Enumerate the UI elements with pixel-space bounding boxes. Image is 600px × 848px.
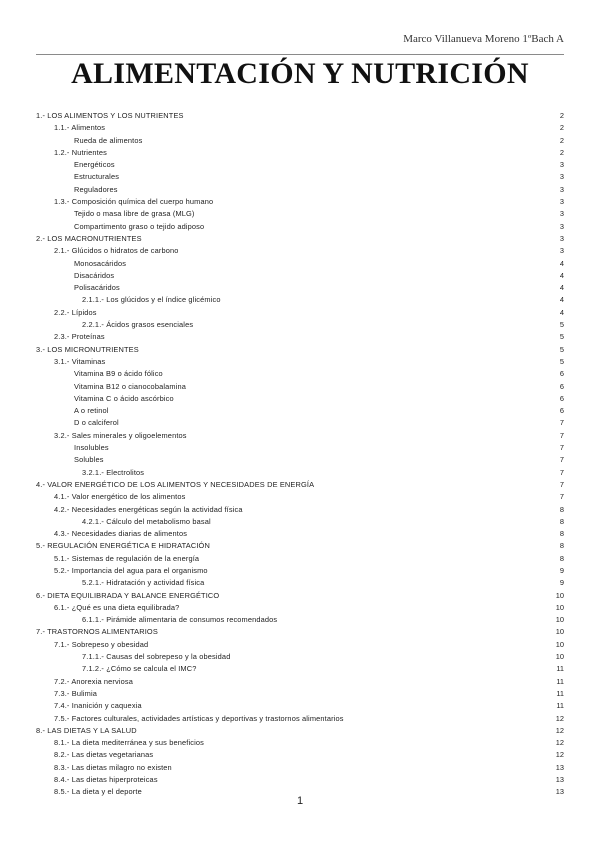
toc-entry-title[interactable]: 7.2.- Anorexia nerviosa — [54, 676, 134, 686]
toc-entry-page: 3 — [559, 233, 564, 243]
toc-entry-title[interactable]: 3.- LOS MICRONUTRIENTES — [36, 344, 139, 354]
toc-entry[interactable] — [36, 245, 564, 257]
toc-entry-page: 3 — [559, 160, 564, 170]
toc-entry[interactable] — [36, 602, 564, 614]
toc-entry[interactable] — [36, 528, 564, 540]
toc-entry-page: 12 — [555, 725, 564, 735]
toc-entry-title[interactable]: Vitamina C o ácido ascórbico — [74, 393, 174, 403]
toc-entry[interactable] — [36, 405, 564, 417]
toc-entry[interactable] — [36, 233, 564, 245]
toc-entry-page: 3 — [559, 209, 564, 219]
toc-entry[interactable] — [36, 553, 564, 565]
toc-entry[interactable] — [36, 294, 564, 306]
toc-entry-page: 10 — [555, 627, 564, 637]
toc-entry-title[interactable]: 7.1.- Sobrepeso y obesidad — [54, 639, 149, 649]
toc-entry-title[interactable]: 7.1.1.- Causas del sobrepeso y la obesidad — [82, 652, 231, 662]
toc-entry[interactable] — [36, 626, 564, 638]
toc-entry[interactable] — [36, 221, 564, 233]
toc-entry-page: 7 — [559, 455, 564, 465]
toc-entry[interactable] — [36, 282, 564, 294]
toc-entry-page: 5 — [559, 320, 564, 330]
toc-entry-title[interactable]: 7.4.- Inanición y caquexia — [54, 701, 142, 711]
toc-entry-page: 11 — [556, 664, 564, 674]
header-author: Marco Villanueva Moreno 1ºBach A — [403, 33, 564, 45]
toc-entry-title[interactable]: 2.- LOS MACRONUTRIENTES — [36, 233, 142, 243]
toc-entry-title[interactable]: Vitamina B12 o cianocobalamina — [74, 381, 187, 391]
toc-entry-title[interactable]: Polisacáridos — [74, 283, 120, 293]
toc-entry-title[interactable]: Solubles — [74, 455, 104, 465]
toc-entry-title[interactable]: 5.- REGULACIÓN ENERGÉTICA E HIDRATACIÓN — [36, 541, 210, 551]
toc-entry-title[interactable]: 1.1.- Alimentos — [54, 123, 106, 133]
toc-entry[interactable] — [36, 725, 564, 737]
toc-entry-page: 9 — [559, 565, 564, 575]
toc-entry[interactable] — [36, 393, 564, 405]
toc-entry[interactable] — [36, 417, 564, 429]
table-of-contents — [36, 110, 564, 799]
toc-entry-page: 12 — [555, 713, 564, 723]
toc-entry-page: 8 — [559, 529, 564, 539]
toc-entry-title[interactable]: 4.2.1.- Cálculo del metabolismo basal — [82, 516, 211, 526]
toc-entry-page: 5 — [559, 344, 564, 354]
toc-entry-title[interactable]: 1.3.- Composición química del cuerpo humano — [54, 197, 214, 207]
toc-entry[interactable] — [36, 504, 564, 516]
toc-entry-title[interactable]: 6.1.- ¿Qué es una dieta equilibrada? — [54, 602, 180, 612]
toc-entry-title[interactable]: Energéticos — [74, 160, 115, 170]
document-title: ALIMENTACIÓN Y NUTRICIÓN — [71, 57, 529, 90]
toc-entry-page: 10 — [555, 652, 564, 662]
toc-entry-page: 8 — [559, 541, 564, 551]
toc-entry-title[interactable]: 3.2.1.- Electrolitos — [82, 467, 145, 477]
toc-entry-title[interactable]: 7.5.- Factores culturales, actividades artísticas y deportivas y trastornos alimentarios — [54, 713, 344, 723]
toc-entry-page: 11 — [556, 676, 564, 686]
toc-entry-page: 3 — [559, 197, 564, 207]
toc-entry-title[interactable]: Reguladores — [74, 184, 118, 194]
toc-entry-page: 12 — [555, 738, 564, 748]
toc-entry[interactable] — [36, 713, 564, 725]
toc-entry-page: 5 — [559, 356, 564, 366]
toc-entry[interactable] — [36, 651, 564, 663]
toc-entry-page: 3 — [559, 184, 564, 194]
toc-entry-title[interactable]: 6.1.1.- Pirámide alimentaria de consumos recomendados — [82, 615, 278, 625]
toc-entry-title[interactable]: 2.3.- Proteínas — [54, 332, 105, 342]
toc-entry[interactable] — [36, 590, 564, 602]
toc-entry[interactable] — [36, 491, 564, 503]
toc-entry-page: 8 — [559, 504, 564, 514]
toc-entry[interactable] — [36, 577, 564, 589]
toc-entry-title[interactable]: 7.1.2.- ¿Cómo se calcula el IMC? — [82, 664, 197, 674]
toc-entry[interactable] — [36, 676, 564, 688]
toc-entry-page: 4 — [559, 307, 564, 317]
toc-entry[interactable] — [36, 688, 564, 700]
toc-entry-title[interactable]: 7.3.- Bulimia — [54, 688, 98, 698]
toc-entry-title[interactable]: 2.1.- Glúcidos o hidratos de carbono — [54, 246, 179, 256]
toc-entry-page: 7 — [559, 418, 564, 428]
toc-entry[interactable] — [36, 258, 564, 270]
toc-entry-page: 3 — [559, 221, 564, 231]
toc-entry[interactable] — [36, 663, 564, 675]
toc-entry-title[interactable]: 3.1.- Vitaminas — [54, 356, 106, 366]
toc-entry[interactable] — [36, 540, 564, 552]
toc-entry-title[interactable]: 3.2.- Sales minerales y oligoelementos — [54, 430, 187, 440]
toc-entry-title[interactable]: Compartimento graso o tejido adiposo — [74, 221, 205, 231]
toc-entry[interactable] — [36, 184, 564, 196]
toc-entry-page: 10 — [555, 602, 564, 612]
toc-entry-title[interactable]: 4.- VALOR ENERGÉTICO DE LOS ALIMENTOS Y NECESIDADES DE ENERGÍA — [36, 479, 315, 489]
toc-entry[interactable] — [36, 147, 564, 159]
toc-entry[interactable] — [36, 381, 564, 393]
toc-entry[interactable] — [36, 344, 564, 356]
toc-entry-page: 8 — [559, 553, 564, 563]
toc-entry-page: 6 — [559, 381, 564, 391]
toc-entry[interactable] — [36, 171, 564, 183]
toc-entry[interactable] — [36, 516, 564, 528]
toc-entry-page: 8 — [559, 516, 564, 526]
toc-entry-page: 11 — [556, 701, 564, 711]
toc-entry[interactable] — [36, 307, 564, 319]
toc-entry-page: 6 — [559, 393, 564, 403]
toc-entry-title[interactable]: 8.2.- Las dietas vegetarianas — [54, 750, 154, 760]
toc-entry-page: 7 — [559, 467, 564, 477]
toc-entry-title[interactable]: Insolubles — [74, 443, 109, 453]
toc-entry-title[interactable]: 8.3.- Las dietas milagro no existen — [54, 762, 172, 772]
toc-entry[interactable] — [36, 700, 564, 712]
toc-entry-page: 10 — [555, 590, 564, 600]
toc-entry-page: 6 — [559, 369, 564, 379]
toc-entry-page: 2 — [559, 123, 564, 133]
toc-entry-title[interactable]: 8.4.- Las dietas hiperproteicas — [54, 775, 158, 785]
toc-entry-title[interactable]: 4.1.- Valor energético de los alimentos — [54, 492, 186, 502]
toc-entry-title[interactable]: 6.- DIETA EQUILIBRADA Y BALANCE ENERGÉTICO — [36, 590, 220, 600]
toc-entry-title[interactable]: 7.- TRASTORNOS ALIMENTARIOS — [36, 627, 158, 637]
toc-entry-page: 4 — [559, 283, 564, 293]
toc-entry[interactable] — [36, 368, 564, 380]
toc-entry-title[interactable]: Disacáridos — [74, 270, 115, 280]
toc-entry[interactable] — [36, 110, 564, 122]
toc-entry-title[interactable]: 8.- LAS DIETAS Y LA SALUD — [36, 725, 137, 735]
toc-entry[interactable] — [36, 479, 564, 491]
toc-entry-page: 12 — [555, 750, 564, 760]
toc-entry-title[interactable]: Monosacáridos — [74, 258, 127, 268]
toc-entry[interactable] — [36, 565, 564, 577]
toc-entry-title[interactable]: 5.2.1.- Hidratación y actividad física — [82, 578, 205, 588]
page-number: 1 — [296, 795, 304, 807]
toc-entry-page: 13 — [555, 762, 564, 772]
toc-entry-title[interactable]: 2.1.1.- Los glúcidos y el índice glicémico — [82, 295, 221, 305]
toc-entry[interactable] — [36, 762, 564, 774]
toc-entry[interactable] — [36, 614, 564, 626]
toc-entry-title[interactable]: A o retinol — [74, 406, 109, 416]
toc-entry[interactable] — [36, 196, 564, 208]
toc-entry-page: 7 — [559, 443, 564, 453]
toc-entry-page: 2 — [559, 147, 564, 157]
toc-entry-title[interactable]: 5.2.- Importancia del agua para el organismo — [54, 565, 208, 575]
toc-entry[interactable] — [36, 319, 564, 331]
toc-entry-page: 13 — [555, 787, 564, 797]
toc-entry-title[interactable]: 4.2.- Necesidades energéticas según la actividad física — [54, 504, 243, 514]
toc-entry-page: 9 — [559, 578, 564, 588]
toc-entry-page: 4 — [559, 270, 564, 280]
toc-entry-page: 10 — [555, 615, 564, 625]
toc-entry[interactable] — [36, 737, 564, 749]
toc-entry-page: 13 — [555, 775, 564, 785]
toc-entry[interactable] — [36, 208, 564, 220]
toc-entry[interactable] — [36, 774, 564, 786]
toc-entry-title[interactable]: 2.2.1.- Ácidos grasos esenciales — [82, 320, 194, 330]
toc-entry-page: 7 — [559, 492, 564, 502]
toc-entry-title[interactable]: Rueda de alimentos — [74, 135, 143, 145]
toc-entry[interactable] — [36, 331, 564, 343]
toc-entry-page: 4 — [559, 295, 564, 305]
toc-entry[interactable] — [36, 270, 564, 282]
toc-entry[interactable] — [36, 454, 564, 466]
toc-entry-page: 6 — [559, 406, 564, 416]
toc-entry-title[interactable]: Vitamina B9 o ácido fólico — [74, 369, 163, 379]
toc-entry[interactable] — [36, 122, 564, 134]
toc-entry[interactable] — [36, 430, 564, 442]
toc-entry-page: 2 — [559, 135, 564, 145]
toc-entry-page: 5 — [559, 332, 564, 342]
toc-entry[interactable] — [36, 749, 564, 761]
toc-entry-title[interactable]: 2.2.- Lípidos — [54, 307, 97, 317]
toc-entry-page: 11 — [556, 688, 564, 698]
toc-entry[interactable] — [36, 442, 564, 454]
header-divider — [36, 54, 564, 55]
toc-entry[interactable] — [36, 356, 564, 368]
toc-entry-page: 3 — [559, 246, 564, 256]
toc-entry-page: 2 — [559, 111, 564, 120]
toc-entry-title[interactable]: D o calciferol — [74, 418, 119, 428]
toc-entry[interactable] — [36, 639, 564, 651]
toc-entry-title[interactable]: Estructurales — [74, 172, 120, 182]
toc-entry-title[interactable]: 1.- LOS ALIMENTOS Y LOS NUTRIENTES — [36, 111, 184, 120]
toc-entry-title[interactable]: 1.2.- Nutrientes — [54, 147, 107, 157]
toc-entry[interactable] — [36, 135, 564, 147]
toc-entry[interactable] — [36, 159, 564, 171]
toc-entry-page: 10 — [555, 639, 564, 649]
toc-entry-title[interactable]: 8.1.- La dieta mediterránea y sus beneficios — [54, 738, 204, 748]
toc-entry-title[interactable]: 5.1.- Sistemas de regulación de la energía — [54, 553, 200, 563]
toc-entry-title[interactable]: 4.3.- Necesidades diarias de alimentos — [54, 529, 188, 539]
toc-entry-page: 7 — [559, 430, 564, 440]
toc-entry-page: 7 — [559, 479, 564, 489]
toc-entry-page: 3 — [559, 172, 564, 182]
toc-entry-page: 4 — [559, 258, 564, 268]
toc-entry-title[interactable]: Tejido o masa libre de grasa (MLG) — [74, 209, 195, 219]
toc-entry[interactable] — [36, 467, 564, 479]
toc-entry-title[interactable]: 8.5.- La dieta y el deporte — [54, 787, 142, 797]
